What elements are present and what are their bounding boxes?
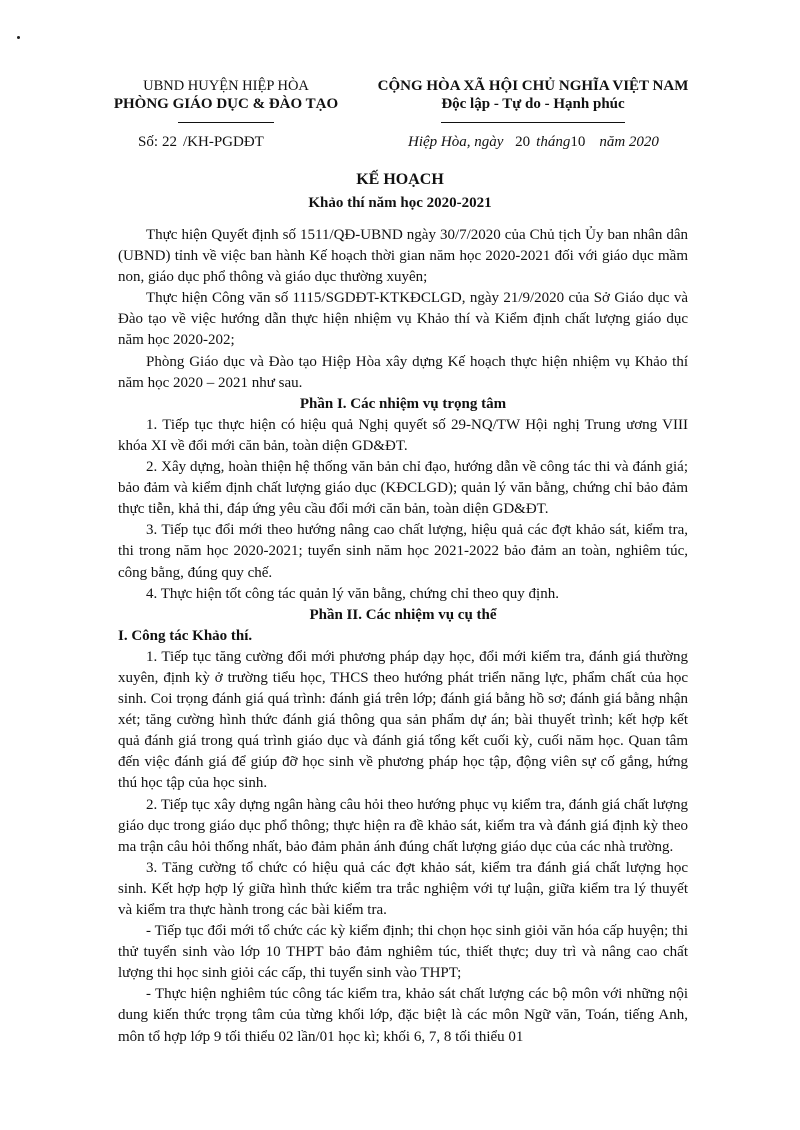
paragraph: - Tiếp tục đổi mới tổ chức các kỳ kiểm định; thi chọn học sinh giỏi văn hóa cấp huyện; thi thử tuyển sinh vào lớp 10 THPT bảo đảm nghiêm túc, thiết thực; duy trì và nâng cao chất lượng thi học sinh giỏi các cấp, thi tuyển sinh vào THPT; (118, 923, 688, 982)
section-heading-part-2: Phần II. Các nhiệm vụ cụ thể (309, 606, 497, 623)
paragraph: 1. Tiếp tục tăng cường đổi mới phương pháp dạy học, đổi mới kiểm tra, đánh giá thường xuyên, định kỳ ở trường tiểu học, THCS theo hướng phát triển năng lực, phẩm chất của học sinh. Coi trọng đánh giá quá trình: đánh giá trên lớp; đánh giá bằng hồ sơ; đánh giá bằng nhận xét; tăng cường hình thức đánh giá thông qua sản phẩm dự án; bài thuyết trình; kết hợp kết quả đánh giá trong quá trình giáo dục và đánh giá tổng kết cuối kỳ, cuối năm học. Quan tâm đến việc đánh giá để giúp đỡ học sinh về phương pháp học tập, động viên sự cố gắng, hứng thú học tập của học sinh. (118, 648, 688, 792)
subsection-heading: I. Công tác Khảo thí. (118, 627, 253, 644)
national-motto (368, 78, 698, 113)
document-subtitle: Khảo thí năm học 2020-2021 (308, 195, 492, 211)
date-place: Hiệp Hòa, ngày (408, 134, 504, 150)
date-year: năm 2020 (599, 134, 659, 150)
paragraph: 2. Xây dựng, hoàn thiện hệ thống văn bản chỉ đạo, hướng dẫn về công tác thi và đánh giá; bảo đảm và kiểm định chất lượng giáo dục (KĐCLGD); quản lý văn bằng, chứng chỉ bảo đảm thực tiễn, khả thi, đáp ứng yêu cầu đổi mới căn bản, toàn diện GD&ĐT. (118, 459, 688, 518)
paragraph: 2. Tiếp tục xây dựng ngân hàng câu hỏi theo hướng phục vụ kiểm tra, đánh giá chất lượng giáo dục trong giáo dục phổ thông; thực hiện ra đề khảo sát, kiểm tra và đánh giá định kỳ theo ma trận câu hỏi thống nhất, bảo đảm phản ánh đúng chất lượng giáo dục của các nhà trường. (118, 796, 688, 855)
agency-underline (178, 122, 274, 123)
section-heading-part-1: Phần I. Các nhiệm vụ trọng tâm (299, 395, 507, 412)
document-title: KẾ HOẠCH (356, 171, 444, 188)
motto-underline (441, 122, 625, 123)
paragraph: - Thực hiện nghiêm túc công tác kiểm tra, khảo sát chất lượng các bộ môn với những nội dung kiến thức trọng tâm của từng khối lớp, đặc biệt là các môn Ngữ văn, Toán, tiếng Anh, môn tổ hợp lớp 9 tối thiểu 02 lần/01 học kì; khối 6, 7, 8 tối thiểu 01 (118, 986, 688, 1045)
doc-number-suffix: /KH-PGDĐT (183, 134, 264, 150)
date-line (408, 134, 659, 151)
paragraph: 1. Tiếp tục thực hiện có hiệu quả Nghị quyết số 29-NQ/TW Hội nghị Trung ương VIII khóa XI về đổi mới căn bản, toàn diện GD&ĐT. (118, 416, 688, 454)
paragraph: 3. Tăng cường tổ chức có hiệu quả các đợt khảo sát, kiểm tra đánh giá chất lượng học sinh. Kết hợp hợp lý giữa hình thức kiểm tra trắc nghiệm với tự luận, giữa kiểm tra lý thuyết và kiểm tra thực hành trong các bài kiểm tra. (118, 859, 688, 918)
document-body (118, 225, 688, 1048)
nation-line-2: Độc lập - Tự do - Hạnh phúc (441, 96, 625, 112)
date-month: 10 (570, 134, 586, 150)
nation-line-1: CỘNG HÒA XÃ HỘI CHỦ NGHĨA VIỆT NAM (377, 78, 689, 94)
issuing-agency (96, 78, 356, 113)
doc-number-prefix: Số: (138, 134, 159, 150)
agency-line-2: PHÒNG GIÁO DỤC & ĐÀO TẠO (113, 96, 339, 112)
date-month-label: tháng (536, 134, 571, 150)
agency-line-1: UBND HUYỆN HIỆP HÒA (143, 78, 309, 94)
paragraph: Thực hiện Quyết định số 1511/QĐ-UBND ngày 30/7/2020 của Chủ tịch Ủy ban nhân dân (UBND) tỉnh về việc ban hành Kế hoạch thời gian năm học 2020-2021 đối với giáo dục mầm non, giáo dục phổ thông và giáo dục thường xuyên; (118, 227, 688, 286)
paragraph: 3. Tiếp tục đổi mới theo hướng nâng cao chất lượng, hiệu quả các đợt khảo sát, kiểm tra, thi trong năm học 2020-2021; tuyển sinh năm học 2021-2022 bảo đảm an toàn, nghiêm túc, công bằng, đúng quy chế. (118, 522, 688, 581)
scan-speck (17, 36, 20, 39)
date-day: 20 (515, 134, 531, 150)
paragraph: Thực hiện Công văn số 1115/SGDĐT-KTKĐCLGD, ngày 21/9/2020 của Sở Giáo dục và Đào tạo về việc hướng dẫn thực hiện nhiệm vụ Khảo thí và Kiểm định chất lượng giáo dục năm học 2020-202; (118, 290, 688, 349)
paragraph: Phòng Giáo dục và Đào tạo Hiệp Hòa xây dựng Kế hoạch thực hiện nhiệm vụ Khảo thí năm học 2020 – 2021 như sau. (118, 353, 688, 391)
doc-number-value: 22 (162, 134, 178, 150)
document-number (138, 134, 264, 151)
paragraph: 4. Thực hiện tốt công tác quản lý văn bằng, chứng chỉ theo quy định. (146, 585, 559, 602)
